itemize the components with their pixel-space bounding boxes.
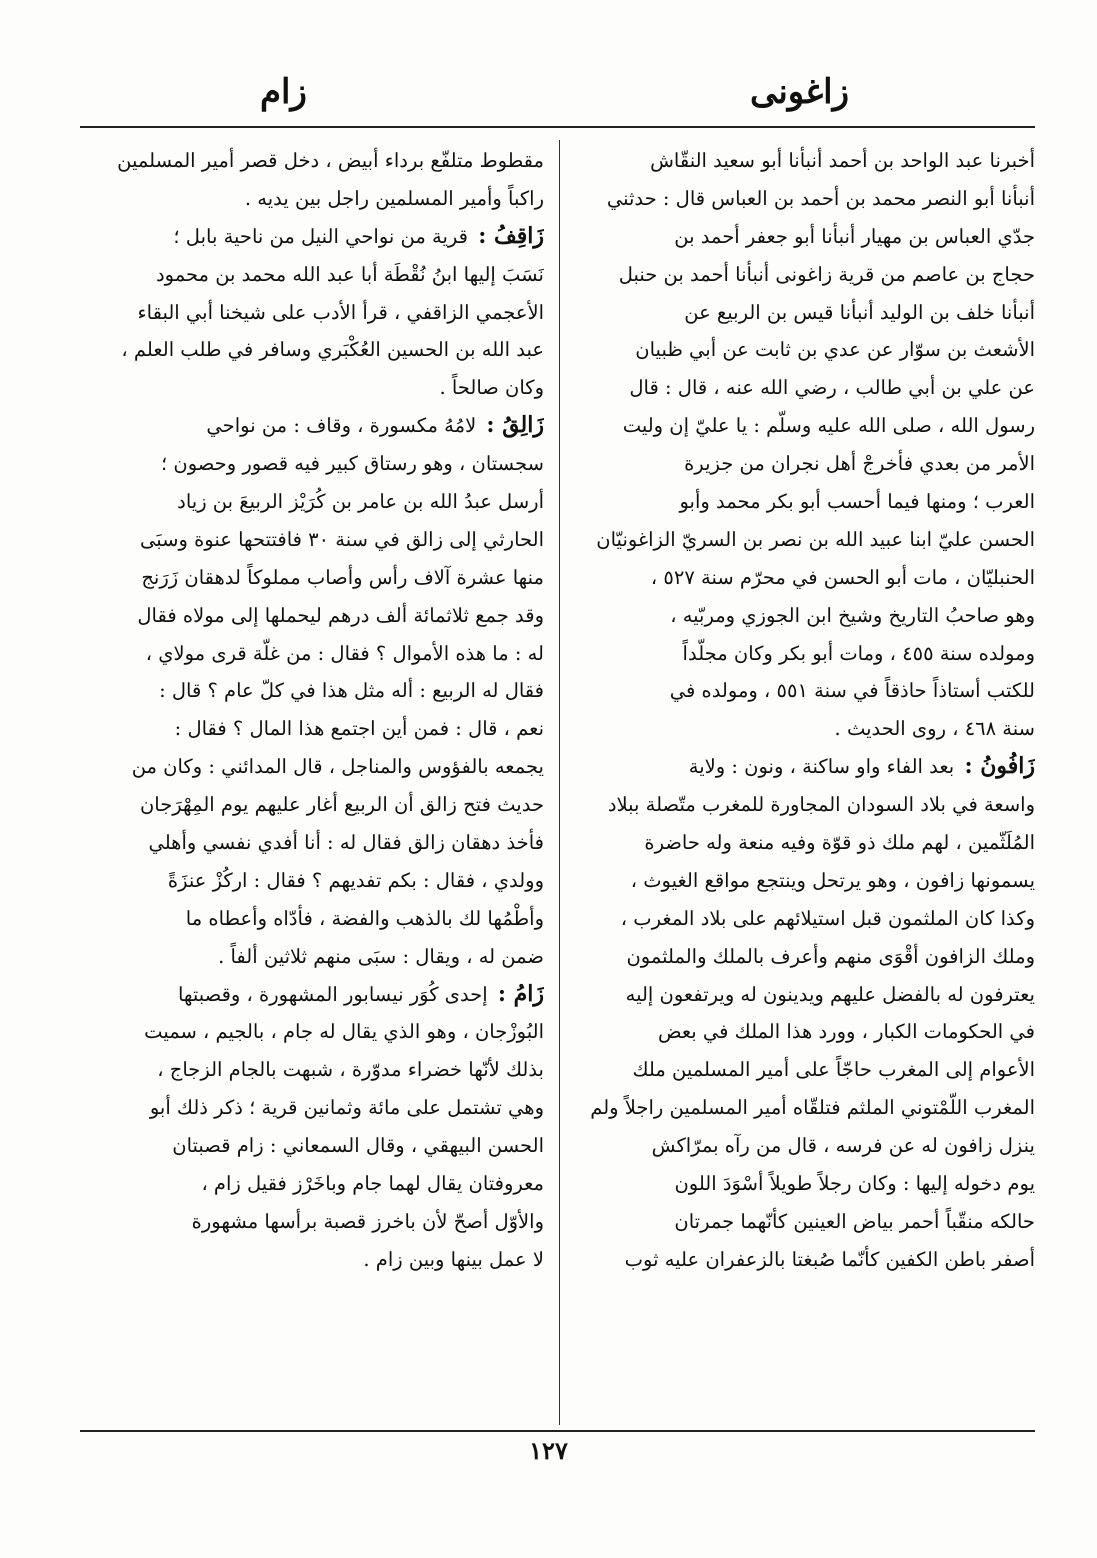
entry-first-line: قرية من نواحي النيل من ناحية بابل ؛ — [173, 224, 468, 248]
text-line: المُلَثّمين ، لهم ملك ذو قوّة وفيه منعة وله حاضرة — [644, 831, 1035, 855]
text-line: وولدي ، فقال : بكم تفديهم ؟ فقال : اركُزْ عنزَةً — [167, 868, 544, 892]
text-line: راكباً وأمير المسلمين راجل بين يديه . — [244, 186, 544, 210]
text-line: يسمونها زافون ، وهو يرتحل وينتجع مواقع الغيوث ، — [630, 868, 1035, 892]
page-number: ١٢٧ — [529, 1436, 568, 1465]
text-line: واسعة في بلاد السودان المجاورة للمغرب متّصلة ببلاد — [607, 793, 1035, 817]
entry-headword-zaqif: زَاقِفُ : — [478, 222, 544, 249]
text-line: المغرب اللّمْتوني الملثم فتلقّاه أمير المسلمين راجلاً ولم — [590, 1096, 1035, 1120]
text-line: وقد جمع ثلاثمائة ألف درهم ليحملها إلى مولاه فقال — [137, 603, 544, 627]
text-line: نعم ، قال : فمن أين اجتمع هذا المال ؟ فقال : — [174, 717, 544, 741]
text-line: حديث فتح زالق أن الربيع أغار عليهم يوم المِهْرَجان — [139, 793, 544, 817]
left-column — [82, 142, 544, 1422]
text-line: الأعوام إلى المغرب حاجّاً على أمير المسلمين ملك — [632, 1058, 1035, 1082]
entry-headword-zaliq: زَالِقُ : — [486, 412, 544, 439]
text-line: أرسل عبدُ الله بن عامر بن كُرَيْز الربيعَ بن زياد — [177, 490, 544, 514]
text-line: للكتب أستاذاً حاذقاً في سنة ٥٥١ ، ومولده في — [669, 679, 1035, 703]
text-line: يوم دخوله إليها : وكان رجلاً طويلاً أسْوَدَ اللون — [674, 1172, 1035, 1196]
text-line: العرب ؛ ومنها فيما أحسب أبو بكر محمد وأبو — [679, 490, 1035, 514]
text-line: عبد الله بن الحسين العُكْبَري وسافر في طلب العلم ، — [121, 338, 544, 362]
text-line: والأوّل أصحّ لأن باخرز قصبة برأسها مشهورة — [191, 1209, 544, 1233]
entry-first-line: بعد الفاء واو ساكنة ، ونون : ولاية — [688, 755, 955, 779]
text-line: بذلك لأنّها خضراء مدوّرة ، شبهت بالجام الزجاج ، — [157, 1058, 544, 1082]
text-line: ومولده سنة ٤٥٥ ، ومات أبو بكر وكان مجلّداً — [682, 641, 1035, 665]
text-line: وهي تشتمل على مائة وثمانين قرية ؛ ذكر ذلك أبو — [149, 1096, 544, 1120]
text-line: الحارثي إلى زالق في سنة ٣٠ فافتتحها عنوة وسبَى — [139, 527, 544, 551]
text-line: حجاج بن عاصم من قرية زاغونى أنبأنا أحمد بن حنبل — [618, 262, 1035, 286]
right-column — [573, 142, 1035, 1422]
text-line: الأمر من بعدي فأخرجْ أهل نجران من جزيرة — [684, 452, 1035, 476]
text-line: نَسَبَ إليها ابنُ نُقْطَة أبا عبد الله محمد بن محمود — [155, 262, 544, 286]
text-line: سنة ٤٦٨ ، روى الحديث . — [834, 717, 1035, 741]
text-line: أصفر باطن الكفين كأنّما صُبغتا بالزعفران عليه ثوب — [624, 1247, 1035, 1271]
entry-first-line: إحدى كُوَر نيسابور المشهورة ، وقصبتها — [177, 982, 488, 1006]
text-line: وأطْمُها لك بالذهب والفضة ، فأدّاه وأعطاه ما — [185, 906, 544, 930]
text-line: الحنبليّان ، مات أبو الحسن في محرّم سنة ٥٢٧ ، — [650, 565, 1035, 589]
text-line: وملك الزافون أقْوَى منهم وأعرف بالملك والملثمون — [626, 944, 1035, 968]
text-line: وكذا كان الملثمون قبل استيلائهم على بلاد المغرب ، — [620, 906, 1035, 930]
text-line: في الحكومات الكبار ، وورد هذا الملك في بعض — [657, 1020, 1035, 1044]
running-head-right: زاغونى — [749, 72, 849, 112]
text-line: فأخذ دهقان زالق فقال له : أنا أفدي نفسي وأهلي — [148, 831, 544, 855]
entry-headword-zafun: زَافُونُ : — [964, 753, 1035, 780]
text-line: الأعجمي الزاقفي ، قرأ الأدب على شيخنا أبي البقاء — [137, 300, 544, 324]
text-line: الحسن البيهقي ، وقال السمعاني : زام قصبتان — [172, 1134, 544, 1158]
text-line: يعترفون له بالفضل عليهم ويدينون له ويرتفعون إليه — [625, 982, 1035, 1006]
text-line: الحسن عليّ ابنا عبيد الله بن نصر بن السريّ الزاغونيّان — [596, 527, 1035, 551]
text-line: عن علي بن أبي طالب ، رضي الله عنه ، قال : قال — [629, 376, 1035, 400]
text-line: البُوزْجان ، وهو الذي يقال له جام ، بالجيم ، سميت — [144, 1020, 544, 1044]
entry-zam-head — [82, 976, 544, 1014]
text-line: وهو صاحبُ التاريخ وشيخ ابن الجوزي ومربّيه ، — [670, 603, 1035, 627]
text-line: له : ما هذه الأموال ؟ فقال : من غلّة قرى مولاي ، — [145, 641, 544, 665]
entry-first-line: لامُهُ مكسورة ، وقاف : من نواحي — [206, 414, 477, 438]
text-line: وكان صالحاً . — [439, 376, 544, 400]
entry-headword-zam: زَامُ : — [497, 980, 544, 1007]
text-line: معروفتان يقال لهما جام وباخَرْز فقيل زام ، — [201, 1172, 544, 1196]
text-line: أنبأنا خلف بن الوليد أنبأنا قيس بن الربيع عن — [684, 300, 1035, 324]
header-rule — [80, 126, 1035, 128]
running-head-left: زام — [260, 72, 307, 112]
text-line: ضمن له ، ويقال : سبَى منهم ثلاثين ألفاً . — [218, 944, 544, 968]
entry-zaqif-head — [82, 218, 544, 256]
text-line: يجمعه بالفؤوس والمناجل ، قال المدائني : وكان من — [131, 755, 544, 779]
text-line: حالكه منقّباً أحمر بياض العينين كأنّهما جمرتان — [674, 1209, 1035, 1233]
text-line: منها عشرة آلاف رأس وأصاب مملوكاً لدهقان زَرَنج — [141, 565, 544, 589]
text-line: رسول الله ، صلى الله عليه وسلّم : يا عليّ إن وليت — [622, 414, 1035, 438]
entry-zaliq-head — [82, 407, 544, 445]
column-divider — [559, 140, 560, 1425]
text-line: ينزل زافون له عن فرسه ، قال من رآه بمرّاكش — [651, 1134, 1035, 1158]
text-line: أنبأنا أبو النصر محمد بن أحمد بن العباس قال : حدثني — [606, 186, 1035, 210]
entry-zafun-head — [573, 748, 1035, 786]
text-line: فقال له الربيع : أله مثل هذا في كلّ عام ؟ قال : — [159, 679, 544, 703]
text-line: الأشعث بن سوّار عن عدي بن ثابت عن أبي ظبيان — [635, 338, 1035, 362]
text-line: جدّي العباس بن مهيار أنبأنا أبو جعفر أحمد بن — [674, 224, 1035, 248]
footer-rule — [80, 1430, 1035, 1432]
text-line: لا عمل بينها وبين زام . — [363, 1247, 544, 1271]
text-line: مقطوط متلفّع برداء أبيض ، دخل قصر أمير المسلمين — [117, 149, 544, 172]
text-line: سجستان ، وهو رستاق كبير فيه قصور وحصون ؛ — [160, 452, 544, 476]
text-line: أخبرنا عبد الواحد بن أحمد أنبأنا أبو سعيد النقّاش — [650, 149, 1035, 172]
